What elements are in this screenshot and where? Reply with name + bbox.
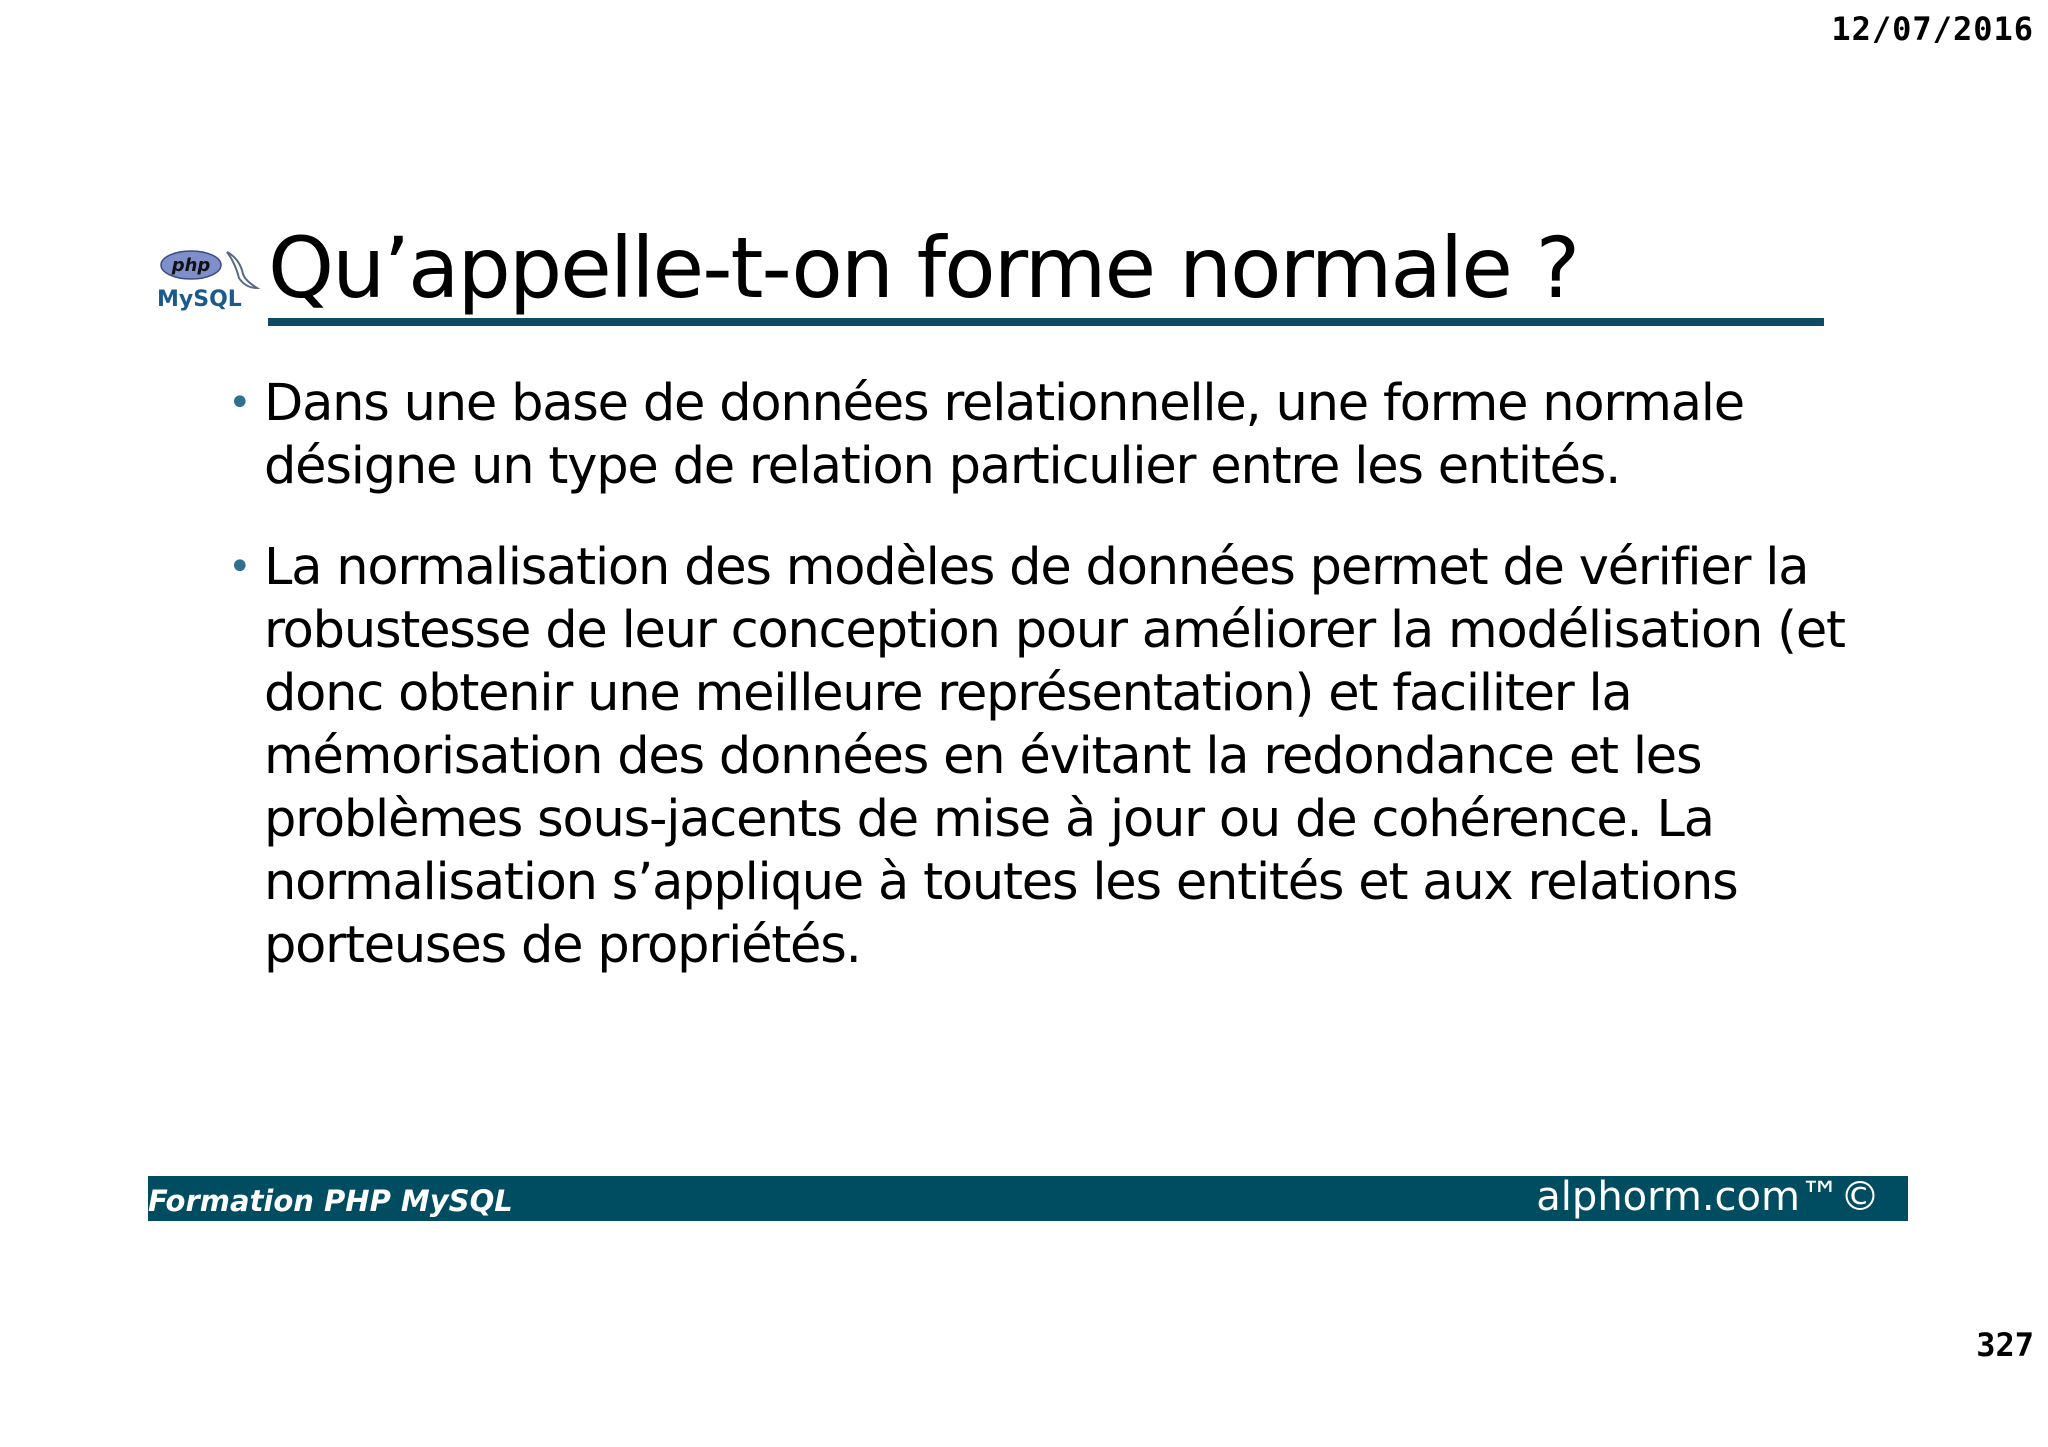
slide-date: 12/07/2016 <box>1831 10 2034 48</box>
logo-php-text: php <box>171 255 211 276</box>
slide-title: Qu’appelle-t-on forme normale ? <box>268 219 1579 317</box>
footer-bar <box>148 1176 1908 1221</box>
bullet-text: La normalisation des modèles de données permet de vérifier la robustesse de leur conception pour améliorer la modélisation (et donc obtenir une meilleure représentation) et faciliter la mémorisation des données en évitant la redondance et les problèmes sous-jacents de mise à jour ou de cohérence. La normalisation s’applique à toutes les entités et aux relations porteuses de propriétés. <box>264 538 1845 975</box>
title-underline <box>268 318 1824 326</box>
logo-mysql-text: MySQL <box>157 287 242 312</box>
page-number: 327 <box>1976 1326 2034 1364</box>
php-mysql-logo-icon <box>155 248 267 312</box>
footer-brand: alphorm.com™© <box>1536 1174 1880 1220</box>
footer-course-title: Formation PHP MySQL <box>148 1184 513 1218</box>
bullet-item <box>228 536 1848 977</box>
bullet-item <box>228 372 1848 498</box>
bullet-text: Dans une base de données relationnelle, une forme normale désigne un type de relation particulier entre les entités. <box>264 374 1744 496</box>
bullet-dot-icon: • <box>228 544 251 590</box>
bullet-dot-icon: • <box>228 380 251 426</box>
slide-content <box>228 372 1848 1015</box>
